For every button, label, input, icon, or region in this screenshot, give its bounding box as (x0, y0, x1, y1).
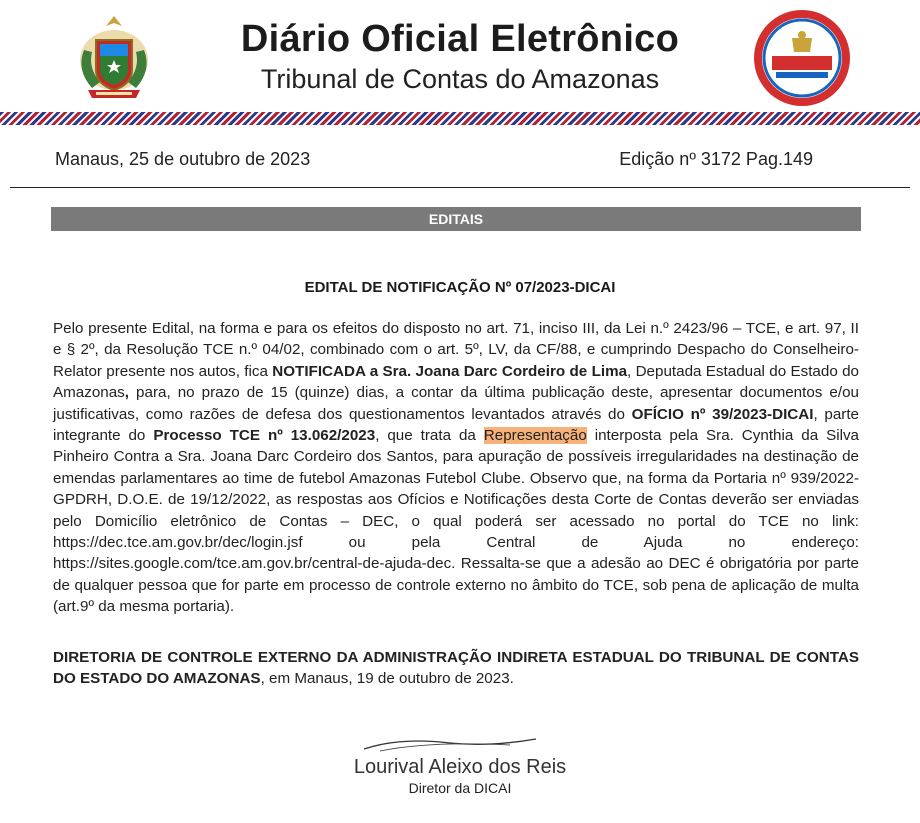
decorative-band (0, 112, 920, 125)
publication-title: Diário Oficial Eletrônico (240, 18, 680, 60)
highlighted-term: Representação (483, 427, 587, 445)
publication-subtitle: Tribunal de Contas do Amazonas (260, 64, 660, 94)
edital-text: , que trata da (375, 427, 484, 445)
edital-body (53, 318, 859, 618)
edital-text: para, no prazo de 15 (quinze) dias, a contar da última publicação deste, apresentar documentos e/ou justificativas, como razões de defesa dos questionamentos levantados através do (53, 384, 859, 423)
oficio-reference: OFÍCIO nº 39/2023-DICAI (631, 405, 814, 423)
edital-closing (53, 647, 859, 690)
header-divider (10, 187, 910, 188)
signatory-name: Lourival Aleixo dos Reis (353, 756, 567, 778)
edital-text-bold: , (124, 384, 129, 402)
edital-text: interposta pela Sra. Cynthia da Silva Pinheiro Contra a Sra. Joana Darc Cordeiro dos Santos, para apuração de possíveis irregularidades na destinação de emendas parlamentares ao time de futebol Amazonas Futebol Clube. Observo que, na forma da Portaria nº 939/2022-GPDRH, D.O.E. de 19/12/2022, as respostas aos Ofícios e Notificações desta Corte de Contas deverão ser enviadas pelo Domicílio eletrônico de Contas – DEC, o qual poderá ser acessado no portal do TCE no link: https://dec.tce.am.gov.br/dec/login.jsf ou pela Central de Ajuda no endereço: https://sites.google.com/tce.am.gov.br/central-de-ajuda-dec. Ressalta-se que a adesão ao DEC é obrigatória por parte de qualquer pessoa que for parte em processo de controle externo no âmbito do TCE, sob pena de aplicação de multa (art.9º da mesma portaria). (53, 427, 859, 616)
process-reference: Processo TCE nº 13.062/2023 (153, 427, 376, 445)
notified-party: NOTIFICADA a Sra. Joana Darc Cordeiro de Lima (272, 362, 628, 380)
handwritten-signature (360, 733, 540, 755)
closing-date: , em Manaus, 19 de outubro de 2023. (260, 670, 514, 688)
edition-page: Edição nº 3172 Pag.149 (619, 149, 813, 169)
signatory-role: Diretor da DICAI (408, 780, 512, 796)
edital-text: , Deputada Estadual do Estado do Amazonas (53, 362, 859, 402)
certification-seal-icon (752, 8, 852, 108)
edital-text: Pelo presente Edital, na forma e para os efeitos do disposto no art. 71, inciso III, da Lei n.º 2423/96 – TCE, e art. 97, II e § 2º, da Resolução TCE n.º 04/02, combinado com o art. 5º, LV, da CF/88, e cumprindo Despacho do Conselheiro-Relator presente nos autos, fica (53, 320, 859, 380)
edital-text: , parte integrante do (53, 405, 860, 445)
page-header (0, 0, 920, 120)
edital-title: EDITAL DE NOTIFICAÇÃO Nº 07/2023-DICAI (304, 279, 616, 296)
section-heading: EDITAIS (51, 207, 861, 231)
issuing-directorate: DIRETORIA DE CONTROLE EXTERNO DA ADMINISTRAÇÃO INDIRETA ESTADUAL DO TRIBUNAL DE CONTAS DO ESTADO DO AMAZONAS (53, 649, 859, 688)
publication-date: Manaus, 25 de outubro de 2023 (55, 149, 311, 169)
